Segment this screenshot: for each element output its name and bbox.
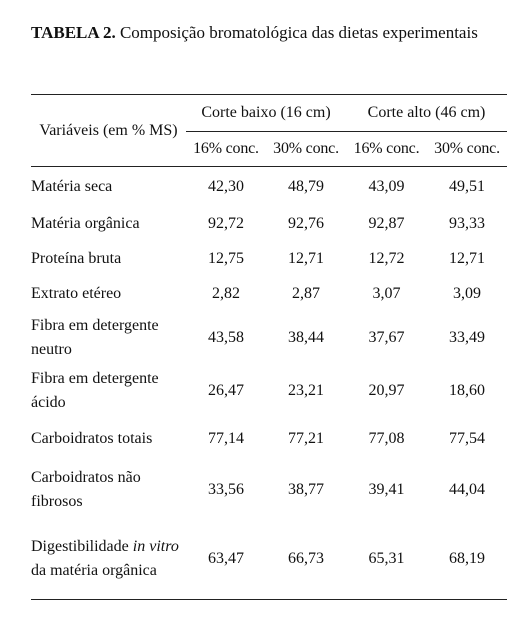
cell-value: 12,72 — [368, 249, 405, 267]
row-label: Carboidratos não fibrosos — [31, 468, 141, 510]
cell-value: 68,19 — [427, 520, 507, 600]
cell-value: 93,33 — [449, 215, 486, 232]
table-title: Composição bromatológica das dietas experimentais — [115, 23, 478, 42]
cell-value: 38,44 — [288, 328, 324, 346]
row-label: Proteína bruta — [31, 249, 122, 267]
row-label — [31, 520, 186, 600]
row-label: Carboidratos totais — [31, 429, 153, 447]
cell-value: 63,47 — [186, 520, 266, 600]
cell-value: 43,09 — [368, 177, 405, 195]
table-caption — [31, 21, 509, 44]
cell-value: 20,97 — [368, 381, 405, 399]
cell-value: 38,77 — [288, 480, 324, 498]
cell-value: 48,79 — [288, 177, 324, 195]
cell-value: 12,71 — [288, 249, 324, 267]
subheader: 16% conc. — [186, 132, 266, 167]
cell-value: 77,21 — [288, 429, 324, 447]
cell-value: 77,54 — [449, 429, 486, 447]
cell-value: 26,47 — [208, 381, 244, 399]
cell-value: 42,30 — [208, 177, 244, 195]
table-row — [31, 312, 507, 364]
cell-value: 49,51 — [449, 177, 486, 195]
cell-value: 77,14 — [208, 429, 244, 447]
table-row — [31, 242, 507, 276]
row-label: Matéria seca — [31, 177, 113, 195]
row-label-italic: in vitro — [132, 538, 179, 556]
row-label: Matéria orgânica — [31, 215, 140, 232]
cell-value: 92,76 — [288, 215, 324, 232]
cell-value: 3,09 — [453, 284, 482, 302]
table-row — [31, 418, 507, 460]
cell-value: 39,41 — [368, 480, 405, 498]
table-row — [31, 207, 507, 242]
cell-value: 2,82 — [212, 284, 240, 302]
cell-value: 23,21 — [288, 381, 324, 399]
group-header-high-cut: Corte alto (46 cm) — [346, 95, 507, 132]
table-row — [31, 276, 507, 312]
cell-value: 65,31 — [346, 520, 427, 600]
row-label: Extrato etéreo — [31, 284, 122, 302]
cell-value: 33,56 — [208, 480, 244, 498]
cell-value: 44,04 — [449, 480, 486, 498]
row-header: Variáveis (em % MS) — [31, 95, 186, 167]
row-label-part: Digestibilidade — [31, 538, 133, 556]
row-label: Fibra em detergente ácido — [31, 369, 159, 411]
group-header-low-cut: Corte baixo (16 cm) — [186, 95, 346, 132]
cell-value: 3,07 — [372, 284, 401, 302]
cell-value: 43,58 — [208, 328, 244, 346]
cell-value: 92,87 — [368, 215, 405, 232]
subheader: 30% conc. — [266, 132, 346, 167]
cell-value: 77,08 — [368, 429, 405, 447]
cell-value: 66,73 — [266, 520, 346, 600]
subheader: 30% conc. — [427, 132, 507, 167]
composition-table — [31, 94, 507, 600]
row-label: Fibra em detergente neutro — [31, 316, 159, 358]
cell-value: 33,49 — [449, 328, 486, 346]
cell-value: 37,67 — [368, 328, 405, 346]
subheader: 16% conc. — [346, 132, 427, 167]
cell-value: 12,71 — [449, 249, 486, 267]
table-label: TABELA 2. — [31, 23, 116, 42]
cell-value: 92,72 — [208, 215, 244, 232]
row-label-part: da matéria orgânica — [31, 562, 157, 580]
cell-value: 12,75 — [208, 249, 244, 267]
table-row — [31, 364, 507, 418]
table-row — [31, 520, 507, 600]
table-row — [31, 460, 507, 520]
cell-value: 2,87 — [292, 284, 320, 302]
table-row — [31, 167, 507, 207]
cell-value: 18,60 — [449, 381, 486, 399]
